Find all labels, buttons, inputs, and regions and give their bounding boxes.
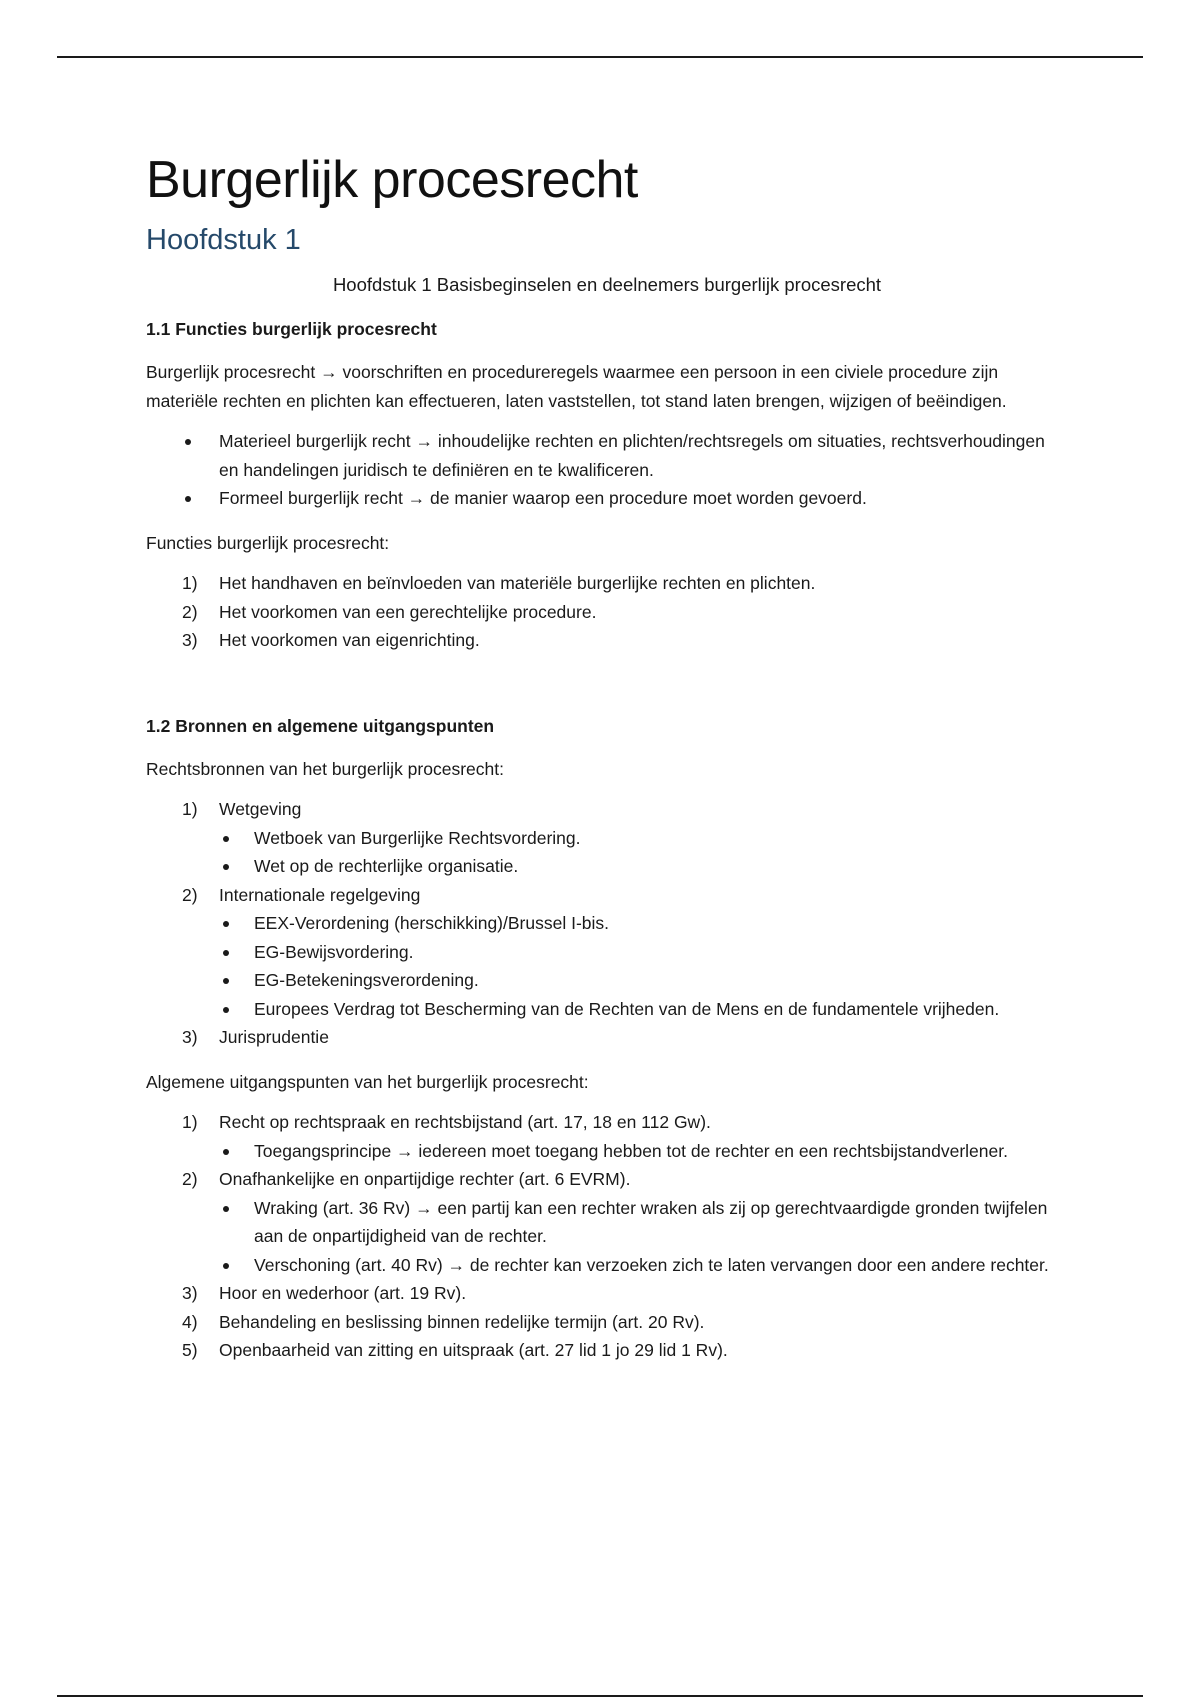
list-item: [146, 881, 1066, 1024]
list-item: [146, 1279, 1066, 1308]
document-page: [146, 150, 1066, 1365]
list-item: [146, 598, 1066, 627]
chapter-heading: Hoofdstuk 1: [146, 224, 301, 256]
list-item: [146, 1023, 1066, 1052]
sub-list-item: [219, 909, 1066, 938]
bottom-rule: [57, 1695, 1143, 1697]
sub-list-item: [219, 938, 1066, 967]
list-item-text: Openbaarheid van zitting en uitspraak (art. 27 lid 1 jo 29 lid 1 Rv).: [219, 1340, 728, 1360]
section-heading-1-2: 1.2 Bronnen en algemene uitgangspunten: [146, 715, 495, 736]
list-number: 2): [182, 601, 198, 622]
sub-list-item-text: Wraking (art. 36 Rv) → een partij kan een rechter wraken als zij op gerechtvaardigde gronden twijfelen aan de onpartijdigheid van de rechter.: [254, 1197, 1048, 1246]
list-item: [146, 1108, 1066, 1165]
section-1-1-intro: Burgerlijk procesrecht → voorschriften en procedureregels waarmee een persoon in een civiele procedure zijn materiële rechten en plichten kan effectueren, laten vaststellen, tot stand laten brengen, wijzigen of beëindigen.: [146, 362, 1007, 411]
list-item: [146, 569, 1066, 598]
sub-list-item-text: Wetboek van Burgerlijke Rechtsvordering.: [254, 827, 581, 848]
bullet-icon: [223, 921, 229, 927]
sub-list-item-text: EG-Bewijsvordering.: [254, 941, 414, 962]
list-item-text: Behandeling en beslissing binnen redelijke termijn (art. 20 Rv).: [219, 1311, 705, 1332]
bullet-icon: [223, 1007, 229, 1013]
list-item-text: Het voorkomen van een gerechtelijke procedure.: [219, 601, 597, 622]
sub-list: [219, 1194, 1066, 1280]
list-item-text: Formeel burgerlijk recht → de manier waarop een procedure moet worden gevoerd.: [219, 488, 867, 508]
sources-label: Rechtsbronnen van het burgerlijk procesrecht:: [146, 758, 504, 779]
list-item-text: Internationale regelgeving: [219, 884, 421, 905]
sub-list: [219, 824, 1066, 881]
top-rule: [57, 56, 1143, 58]
list-item-text: Wetgeving: [219, 799, 302, 819]
list-item: [146, 1336, 1066, 1365]
sub-list: [219, 909, 1066, 1023]
list-item: [146, 1165, 1066, 1279]
sub-list-item: [219, 1251, 1066, 1280]
list-number: 1): [182, 799, 198, 819]
list-item: [146, 626, 1066, 655]
sub-list-item-text: EG-Betekeningsverordening.: [254, 970, 479, 990]
sub-list-item: [219, 852, 1066, 881]
list-item-text: Hoor en wederhoor (art. 19 Rv).: [219, 1283, 467, 1303]
bullet-icon: [223, 950, 229, 956]
bullet-icon: [223, 1149, 229, 1155]
list-number: 2): [182, 1169, 198, 1189]
list-number: 1): [182, 1112, 198, 1132]
list-item-text: Onafhankelijke en onpartijdige rechter (art. 6 EVRM).: [219, 1169, 631, 1189]
sources-list: [146, 795, 1066, 1052]
list-number: 3): [182, 1027, 198, 1047]
law-types-list: [146, 427, 1066, 513]
principles-label: Algemene uitgangspunten van het burgerlijk procesrecht:: [146, 1071, 589, 1092]
sub-list-item: [219, 1137, 1066, 1166]
list-number: 1): [182, 573, 198, 593]
bullet-icon: [223, 1263, 229, 1269]
bullet-icon: [185, 496, 191, 502]
document-title: Burgerlijk procesrecht: [146, 151, 638, 209]
sub-list-item-text: Europees Verdrag tot Bescherming van de Rechten van de Mens en de fundamentele vrijheden.: [254, 998, 1000, 1019]
section-heading-1-1: 1.1 Functies burgerlijk procesrecht: [146, 319, 437, 339]
functions-label: Functies burgerlijk procesrecht:: [146, 532, 390, 553]
sub-list: [219, 1137, 1066, 1166]
list-item-text: Het voorkomen van eigenrichting.: [219, 630, 480, 650]
sub-list-item: [219, 1194, 1066, 1251]
list-number: 5): [182, 1340, 198, 1360]
bullet-icon: [185, 439, 191, 445]
list-number: 3): [182, 1283, 198, 1303]
list-item-text: Het handhaven en beïnvloeden van materiële burgerlijke rechten en plichten.: [219, 573, 816, 593]
sub-list-item: [219, 995, 1066, 1024]
list-number: 4): [182, 1311, 198, 1332]
principles-list: [146, 1108, 1066, 1365]
bullet-icon: [223, 978, 229, 984]
sub-list-item-text: Toegangsprincipe → iedereen moet toegang hebben tot de rechter en een rechtsbijstandverlener.: [254, 1140, 1008, 1161]
list-item: [146, 427, 1066, 484]
bullet-icon: [223, 864, 229, 870]
bullet-icon: [223, 1206, 229, 1212]
list-item-text: Recht op rechtspraak en rechtsbijstand (art. 17, 18 en 112 Gw).: [219, 1112, 711, 1132]
sub-list-item: [219, 966, 1066, 995]
list-item: [146, 1308, 1066, 1337]
list-item-text: Jurisprudentie: [219, 1027, 329, 1047]
chapter-subtitle: Hoofdstuk 1 Basisbeginselen en deelnemers burgerlijk procesrecht: [332, 274, 882, 295]
sub-list-item-text: Verschoning (art. 40 Rv) → de rechter kan verzoeken zich te laten vervangen door een andere rechter.: [254, 1254, 1049, 1275]
list-item: [146, 484, 1066, 513]
sub-list-item: [219, 824, 1066, 853]
list-number: 3): [182, 630, 198, 650]
list-number: 2): [182, 884, 198, 905]
functions-list: [146, 569, 1066, 655]
sub-list-item-text: Wet op de rechterlijke organisatie.: [254, 856, 519, 876]
list-item: [146, 795, 1066, 881]
bullet-icon: [223, 836, 229, 842]
sub-list-item-text: EEX-Verordening (herschikking)/Brussel I-bis.: [254, 913, 610, 933]
list-item-text: Materieel burgerlijk recht → inhoudelijke rechten en plichten/rechtsregels om situaties, rechtsverhoudingen en handelingen juridisch te definiëren en te kwalificeren.: [219, 431, 1045, 480]
